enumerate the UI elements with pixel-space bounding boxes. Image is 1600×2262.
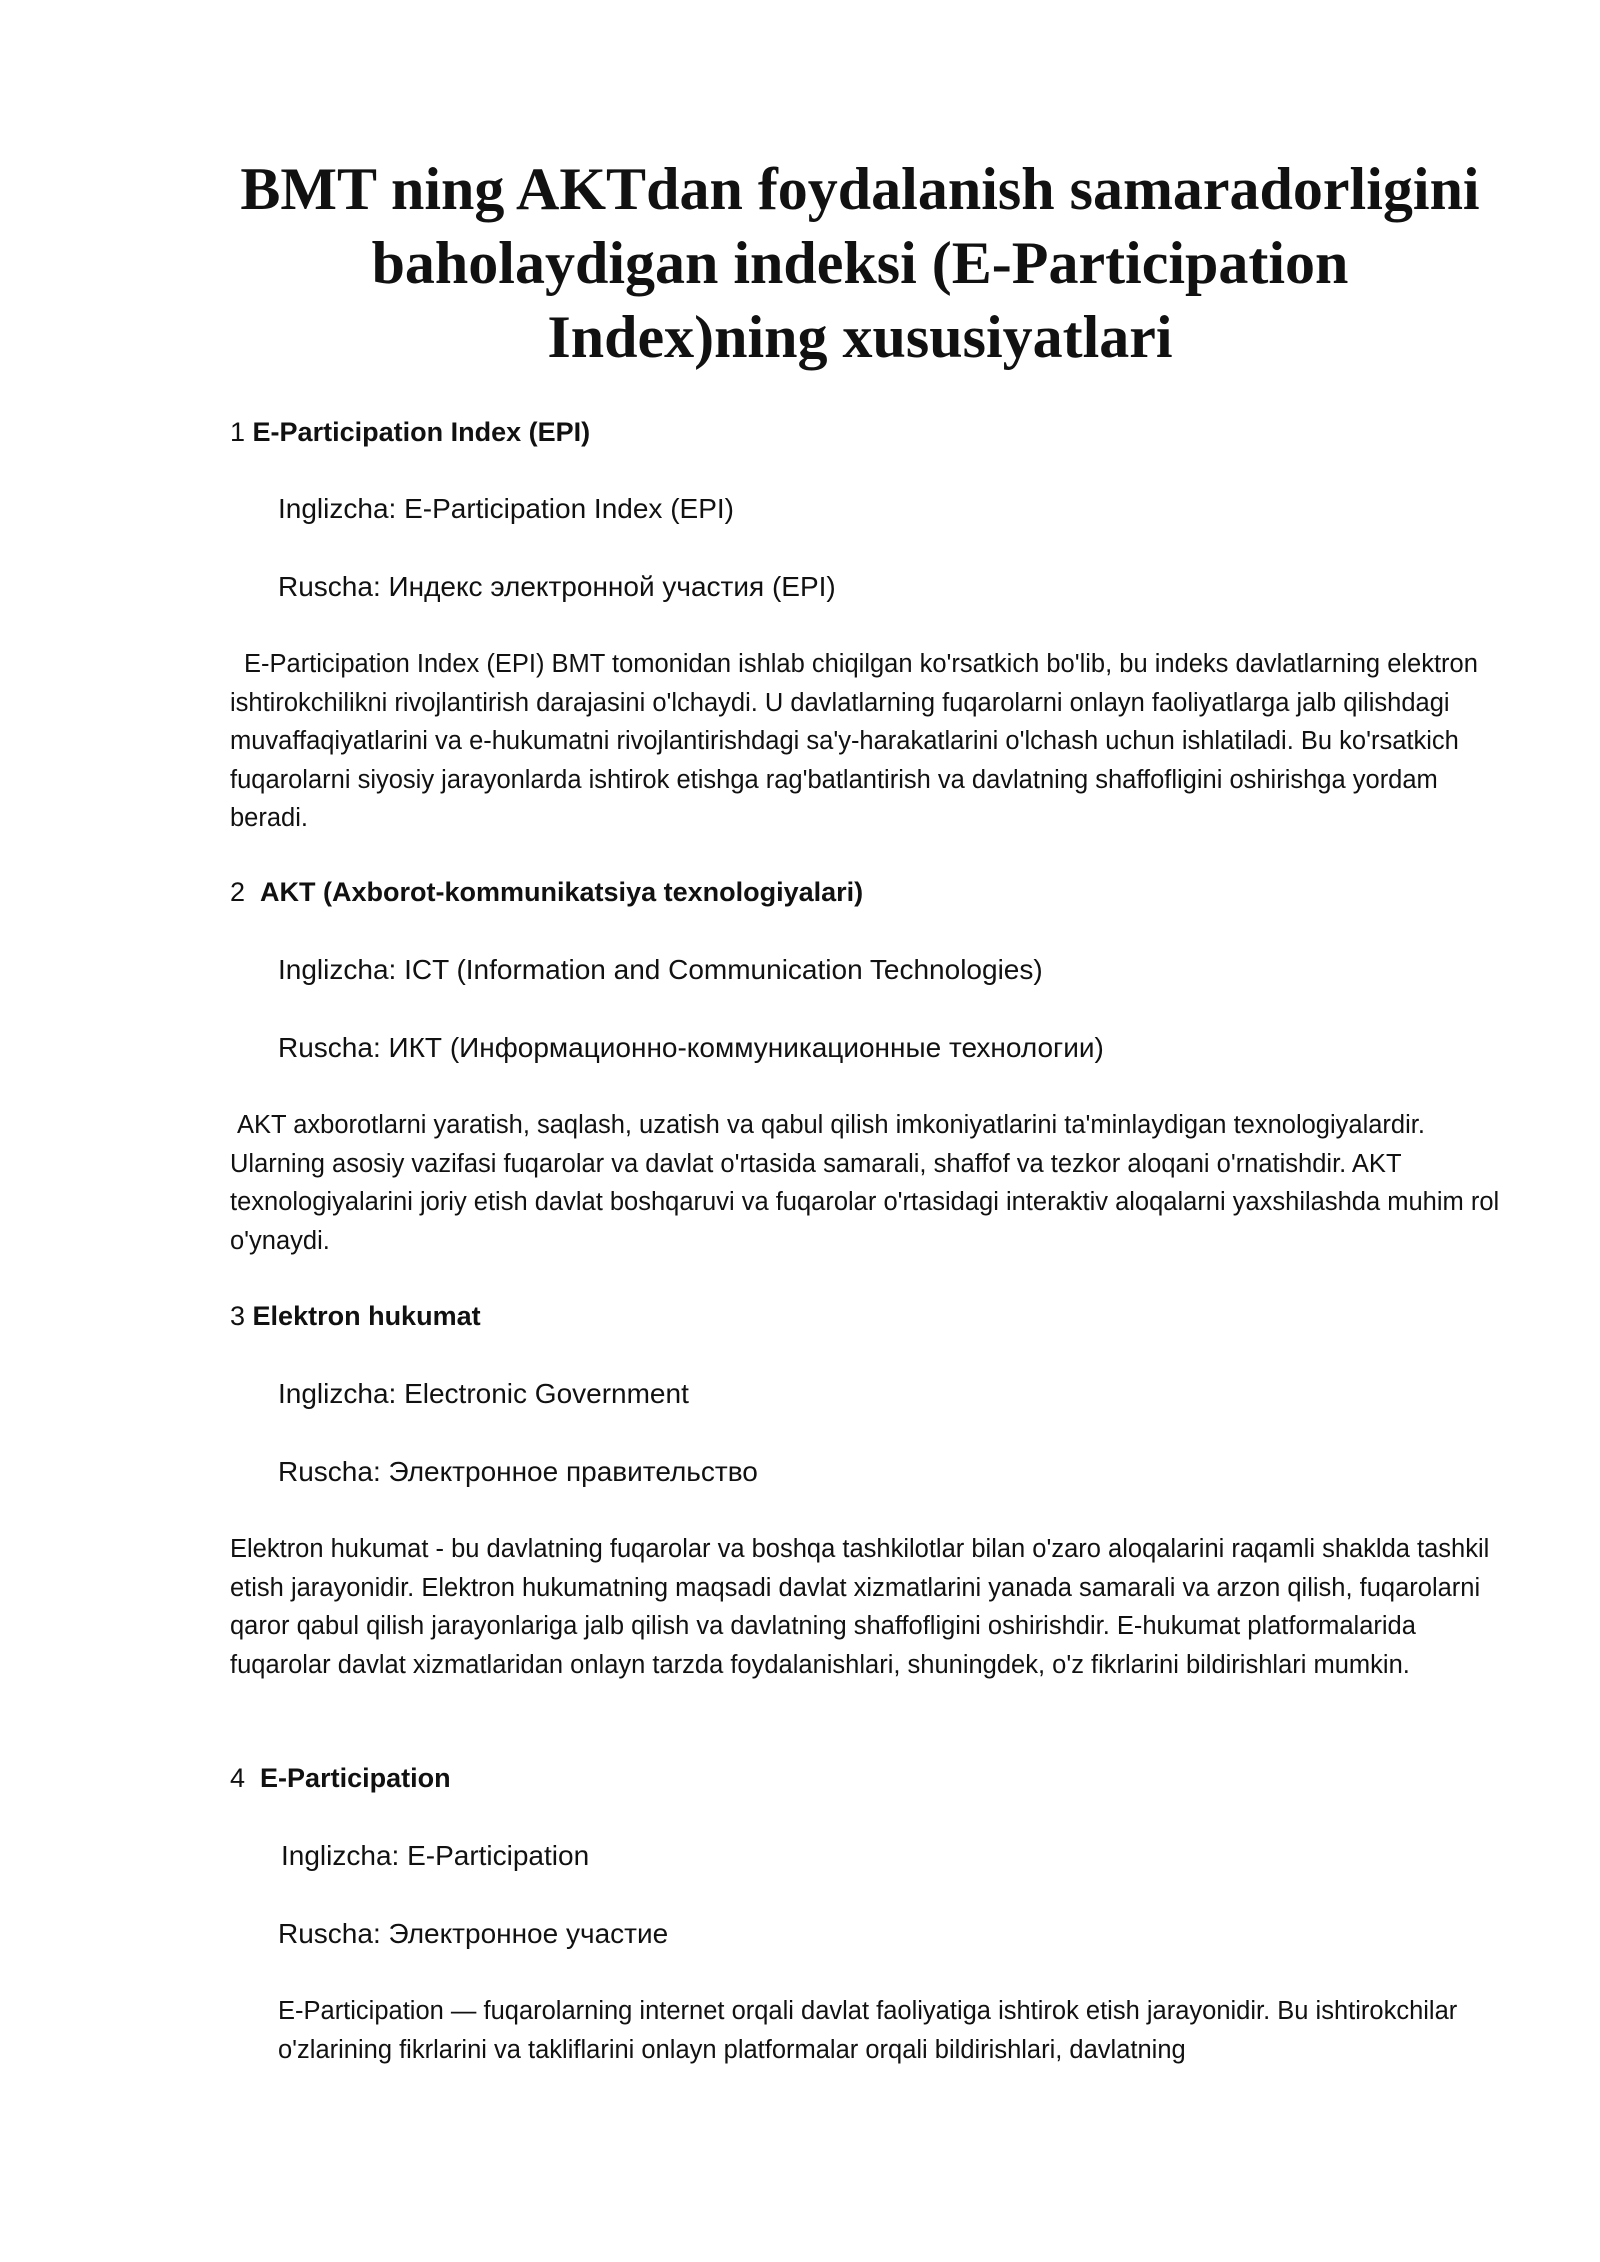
section-4-title: E-Participation xyxy=(260,1763,451,1793)
section-1-number: 1 xyxy=(230,417,246,447)
section-3-english-term: Inglizcha: Electronic Government xyxy=(278,1378,689,1409)
section-4-number: 4 xyxy=(230,1763,246,1793)
section-3-title: Elektron hukumat xyxy=(252,1301,481,1331)
section-2-english-term: Inglizcha: ICT (Information and Communication Technologies) xyxy=(278,954,1043,985)
section-2-body: AKT axborotlarni yaratish, saqlash, uzatish va qabul qilish imkoniyatlarini ta'minlaydigan texnologiyalardir. Ularning asosiy vazifasi fuqarolar va davlat o'rtasida samarali, shaffof va tezkor aloqani o'rnatishdir. AKT texnologiyalarini joriy etish davlat boshqaruvi va fuqarolar o'rtasidagi interaktiv aloqalarni yaxshilashda muhim rol o'ynaydi. xyxy=(230,1111,1500,1255)
section-4-english-term: Inglizcha: E-Participation xyxy=(281,1840,590,1871)
section-4-russian-term: Ruscha: Электронное участие xyxy=(278,1918,669,1949)
section-2-heading xyxy=(230,874,863,910)
section-2-title: AKT (Axborot-kommunikatsiya texnologiyalari) xyxy=(260,877,864,907)
section-1-english-term: Inglizcha: E-Participation Index (EPI) xyxy=(278,493,734,524)
section-3-russian-term: Ruscha: Электронное правительство xyxy=(278,1456,758,1487)
section-2-russian-term: Ruscha: ИКТ (Информационно-коммуникационные технологии) xyxy=(278,1032,1104,1063)
section-3-body: Elektron hukumat - bu davlatning fuqarolar va boshqa tashkilotlar bilan o'zaro aloqalarini raqamli shaklda tashkil etish jarayonidir. Elektron hukumatning maqsadi davlat xizmatlarini yanada samarali va arzon qilish, fuqarolarni qaror qabul qilish jarayonlariga jalb qilish va davlatning shaffofligini oshirishdir. E-hukumat platformalarida fuqarolar davlat xizmatlaridan onlayn tarzda foydalanishlari, shuningdek, o'z fikrlarini bildirishlari mumkin. xyxy=(230,1535,1490,1679)
section-3-number: 3 xyxy=(230,1301,246,1331)
section-1-heading xyxy=(230,414,590,450)
section-4-heading xyxy=(230,1760,451,1796)
section-2-number: 2 xyxy=(230,877,246,907)
section-1-russian-term: Ruscha: Индекс электронной участия (EPI) xyxy=(278,571,836,602)
section-1-body: E-Participation Index (EPI) BMT tomonidan ishlab chiqilgan ko'rsatkich bo'lib, bu indeks davlatlarning elektron ishtirokchilikni rivojlantirish darajasini o'lchaydi. U davlatlarning fuqarolarni onlayn faoliyatlarga jalb qilishdagi muvaffaqiyatlarini va e-hukumatni rivojlantirishdagi sa'y-harakatlarini o'lchash uchun ishlatiladi. Bu ko'rsatkich fuqarolarni siyosiy jarayonlarda ishtirok etishga rag'batlantirish va davlatning shaffofligini oshirishga yordam beradi. xyxy=(230,650,1478,832)
section-4-body: E-Participation — fuqarolarning internet orqali davlat faoliyatiga ishtirok etish jarayonidir. Bu ishtirokchilar o'zlarining fikrlarini va takliflarini onlayn platformalar orqali bildirishlari, davlatning xyxy=(278,1997,1458,2064)
section-1-title: E-Participation Index (EPI) xyxy=(252,417,591,447)
document-title: BMT ning AKTdan foydalanish samaradorligini baholaydigan indeksi (E-Participation Index)ning xususiyatlari xyxy=(240,156,1480,370)
section-3-heading xyxy=(230,1298,481,1334)
